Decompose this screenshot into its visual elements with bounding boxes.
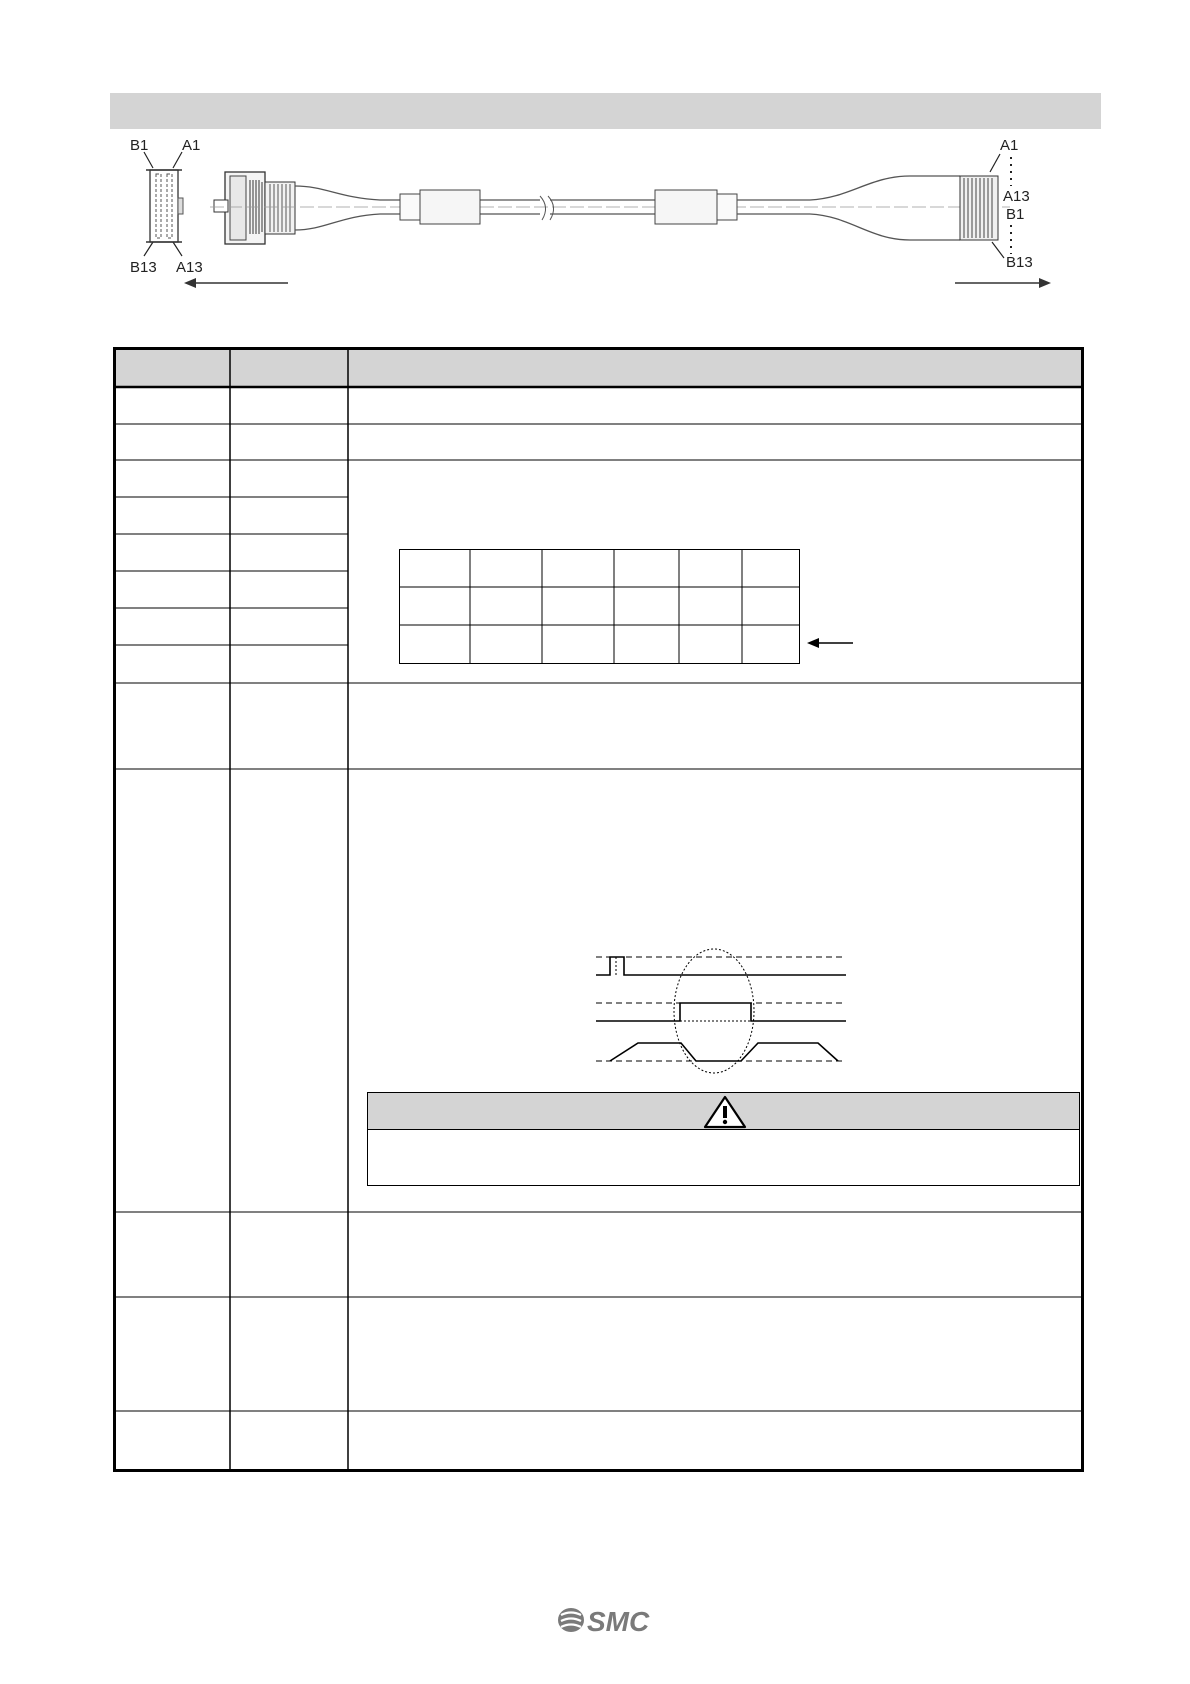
smc-logo (557, 1602, 653, 1638)
pin-label-left-a1: A1 (182, 137, 201, 154)
signal-table (113, 347, 1084, 1472)
warning-triangle-icon (703, 1095, 747, 1129)
section-header-band (110, 93, 1101, 129)
arrow-right-head (1039, 278, 1051, 288)
table-header-row (116, 350, 1081, 386)
cable-diagram-svg (110, 130, 1101, 300)
pin-label-right-b13: B13 (1006, 254, 1033, 271)
smc-logo-svg (557, 1602, 653, 1638)
pin-label-right-a1: A1 (1000, 137, 1019, 154)
signal-table-grid (116, 350, 1081, 1469)
logo-text: SMC (587, 1606, 650, 1637)
pin-label-left-b13: B13 (130, 259, 157, 276)
pin-label-right-a13: A13 (1003, 188, 1030, 205)
timing-diagram (596, 945, 856, 1075)
connector-pin-array (156, 174, 172, 238)
arrow-left-icon (807, 636, 853, 650)
arrow-left-head (184, 278, 196, 288)
inner-code-table (399, 549, 801, 665)
cable-drawing (110, 130, 1101, 300)
caution-box (367, 1092, 1080, 1186)
pin-label-right-b1: B1 (1006, 206, 1025, 223)
pin-label-left-a13: A13 (176, 259, 203, 276)
pin-label-left-b1: B1 (130, 137, 149, 154)
caution-header (368, 1093, 1079, 1130)
